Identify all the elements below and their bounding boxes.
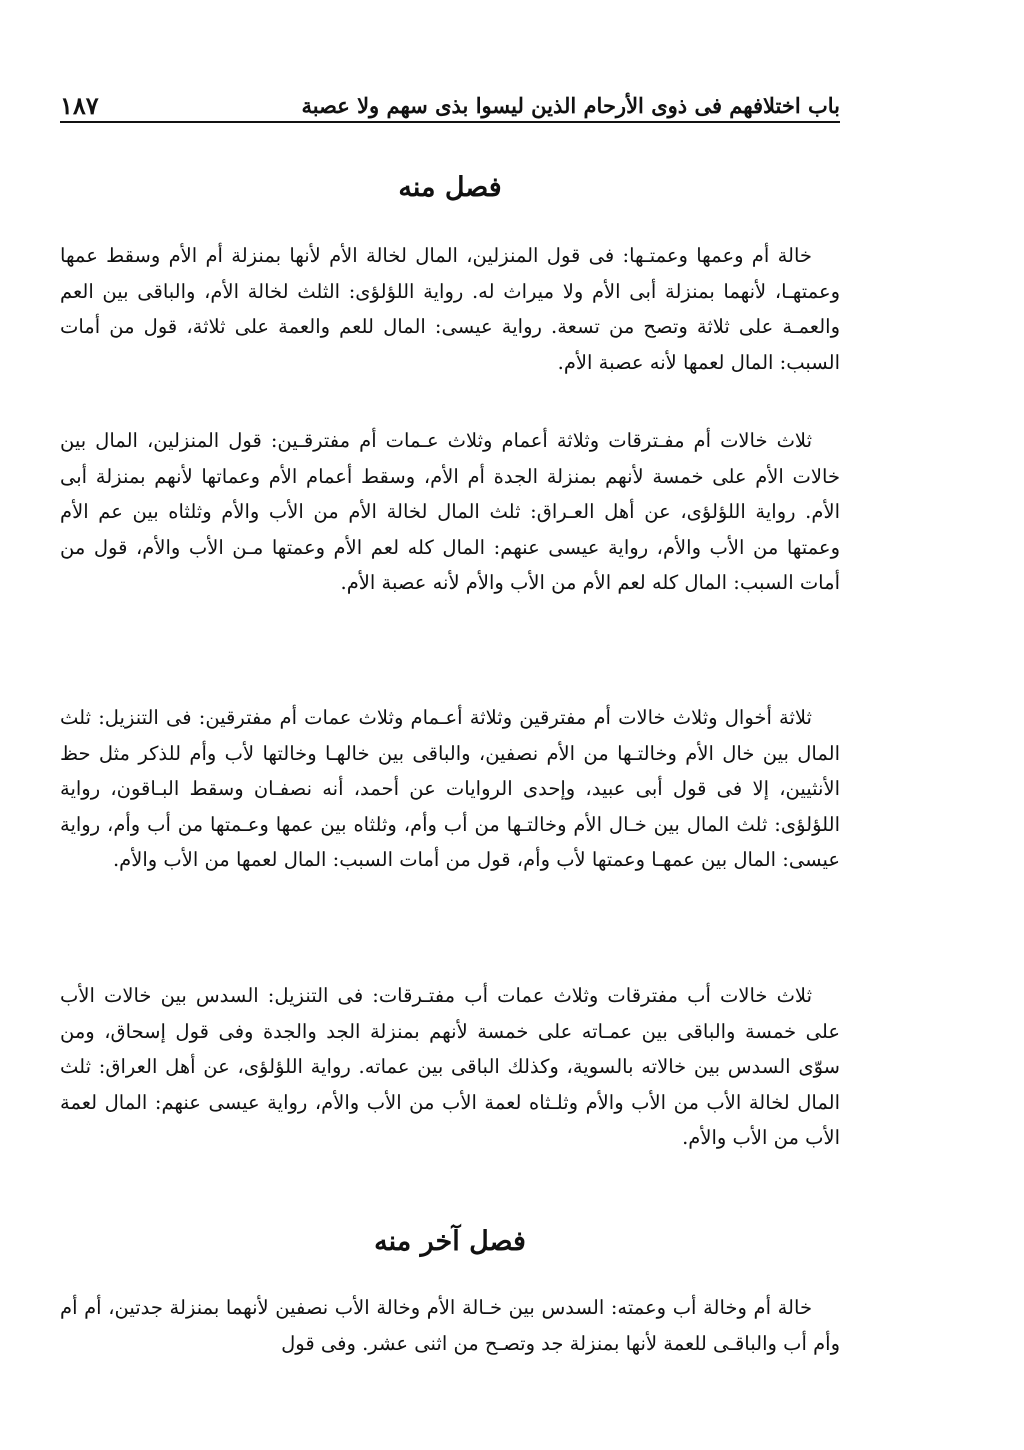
page-number: ١٨٧: [60, 91, 99, 120]
section-heading: فصل منه: [398, 172, 502, 203]
running-header: [60, 84, 840, 120]
paragraph: ثلاث خالات أم مفـترقات وثلاثة أعمام وثلاث عـمات أم مفترقـين: قول المنزلين، المال بين خالات الأم على خمسة لأنهم بمنزلة الجدة أم الأم، وسقط أعمام الأم وعماتها لأنهم بمنزلة أبى الأم. رواية اللؤلؤى، عن أهل العـراق: ثلث المال لخالة الأم من الأب والأم وثلثاه بين عم الأم وعمتها من الأب والأم، رواية عيسى عنهم: المال كله لعم الأم وعمتها مـن الأب والأم، قول من أمات السبب: المال كله لعم الأم من الأب والأم لأنه عصبة الأم.: [60, 429, 840, 594]
header-divider: [60, 121, 840, 123]
book-page: [60, 0, 840, 1450]
chapter-title: باب اختلافهم فى ذوى الأرحام الذين ليسوا بذى سهم ولا عصبة: [301, 93, 840, 118]
paragraph: خالة أم وخالة أب وعمته: السدس بين خـالة الأم وخالة الأب نصفين لأنهما بمنزلة جدتين، أم أم وأم أب والباقـى للعمة لأنها بمنزلة جد وتصـح من اثنى عشر. وفى قول: [60, 1296, 840, 1355]
paragraph: ثلاثة أخوال وثلاث خالات أم مفترقين وثلاثة أعـمام وثلاث عمات أم مفترقين: فى التنزيل: ثلث المال بين خال الأم وخالتـها من الأم نصفين، والباقى بين خالهـا وخالتها لأب وأم للذكر مثل حظ الأنثيين، إلا فى قول أبى عبيد، وإحدى الروايات عن أحمد، أنه نصفـان وسقط البـاقون، رواية اللؤلؤى: ثلث المال بين خـال الأم وخالتـها من أب وأم، وثلثاه بين عمها وعـمتها من أب وأم، رواية عيسى: المال بين عمهـا وعمتها لأب وأم، قول من أمات السبب: المال لعمها من الأب والأم.: [60, 706, 840, 871]
paragraph: خالة أم وعمها وعمتـها: فى قول المنزلين، المال لخالة الأم لأنها بمنزلة أم الأم وسقط عمها وعمتهـا، لأنهما بمنزلة أبى الأم ولا ميراث له. رواية اللؤلؤى: الثلث لخالة الأم، والباقى بين العم والعمـة على ثلاثة وتصح من تسعة. رواية عيسى: المال للعم والعمة على ثلاثة، قول من أمات السبب: المال لعمها لأنه عصبة الأم.: [60, 244, 840, 374]
section-heading: فصل آخر منه: [374, 1226, 526, 1257]
paragraph: ثلاث خالات أب مفترقات وثلاث عمات أب مفتـرقات: فى التنزيل: السدس بين خالات الأب على خمسة والباقى بين عمـاته على خمسة لأنهم بمنزلة الجد والجدة وفى قول إسحاق، ومن سوّى السدس بين خالاته بالسوية، وكذلك الباقى بين عماته. رواية اللؤلؤى، عن أهل العراق: ثلث المال لخالة الأب من الأب والأم وثلـثاه لعمة الأب من الأب والأم، رواية عيسى عنهم: المال لعمة الأب من الأب والأم.: [60, 984, 840, 1149]
